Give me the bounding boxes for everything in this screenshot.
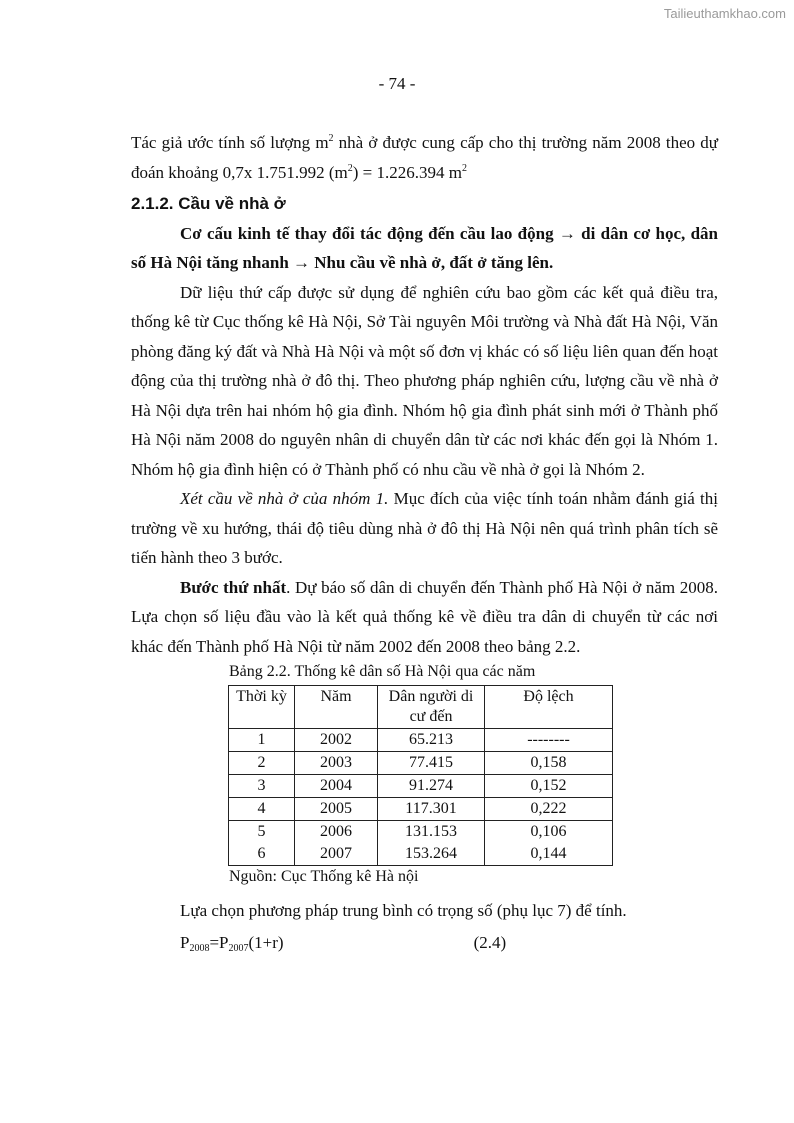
table-header-row xyxy=(229,686,613,729)
paragraph-method: Lựa chọn phương pháp trung bình có trọng số (phụ lục 7) để tính. xyxy=(180,901,627,920)
cell-migrants: 131.153 xyxy=(378,821,485,844)
watermark: Tailieuthamkhao.com xyxy=(663,6,786,21)
cell-deviation: -------- xyxy=(485,729,613,752)
cell-year: 2005 xyxy=(295,798,378,821)
header-period: Thời kỳ xyxy=(229,686,295,729)
table-row xyxy=(229,798,613,821)
cell-migrants: 77.415 xyxy=(378,752,485,775)
cell-period: 4 xyxy=(229,798,295,821)
table-row xyxy=(229,775,613,798)
header-year: Năm xyxy=(295,686,378,729)
cell-period: 2 xyxy=(229,752,295,775)
cell-period: 6 xyxy=(229,843,295,866)
paragraph-group1: Xét cầu về nhà ở của nhóm 1. Mục đích của việc tính toán nhằm đánh giá thị trường về xu hướng, thái độ tiêu dùng nhà ở đô thị Hà Nội nên quá trình phân tích sẽ tiến hành theo 3 bước. xyxy=(131,489,719,567)
formula xyxy=(180,928,718,958)
page-number: - 74 - xyxy=(378,74,416,93)
population-table xyxy=(228,685,613,866)
bold-thesis-paragraph: Cơ cấu kinh tế thay đổi tác động đến cầu lao động → di dân cơ học, dân số Hà Nội tăng nhanh → Nhu cầu về nhà ở, đất ở tăng lên. xyxy=(131,223,718,272)
formula-expression: $P_{2008}=P_{2007}(1+r)$ xyxy=(180,932,284,954)
table-row xyxy=(229,752,613,775)
cell-period: 5 xyxy=(229,821,295,844)
formula-number: (2.4) xyxy=(473,932,507,952)
paragraph-supply-estimate: Tác giả ước tính số lượng $m^2$ nhà ở được cung cấp cho thị trường năm 2008 theo dự đoán khoảng 0,7x 1.751.992 $(m^2) = 1.226.394$ $m^2$ xyxy=(131,133,718,182)
table-row xyxy=(229,729,613,752)
cell-year: 2004 xyxy=(295,775,378,798)
cell-migrants: 91.274 xyxy=(378,775,485,798)
header-migrants: Dân người di cư đến xyxy=(378,686,485,729)
cell-year: 2007 xyxy=(295,843,378,866)
cell-year: 2002 xyxy=(295,729,378,752)
cell-period: 1 xyxy=(229,729,295,752)
cell-deviation: 0,106 xyxy=(485,821,613,844)
table-caption: Bảng 2.2. Thống kê dân số Hà Nội qua các năm xyxy=(229,663,536,680)
cell-migrants: 117.301 xyxy=(378,798,485,821)
cell-deviation: 0,144 xyxy=(485,843,613,866)
section-heading: 2.1.2. Cầu về nhà ở xyxy=(131,194,286,213)
cell-migrants: 153.264 xyxy=(378,843,485,866)
table-source: Nguồn: Cục Thống kê Hà nội xyxy=(229,868,419,885)
table-row xyxy=(229,843,613,866)
header-deviation: Độ lệch xyxy=(485,686,613,729)
cell-deviation: 0,222 xyxy=(485,798,613,821)
cell-deviation: 0,152 xyxy=(485,775,613,798)
paragraph-data-sources: Dữ liệu thứ cấp được sử dụng để nghiên cứu bao gồm các kết quả điều tra, thống kê từ Cục thống kê Hà Nội, Sở Tài nguyên Môi trường và Nhà đất Hà Nội, Văn phòng đăng ký đất và Nhà Hà Nội và một số đơn vị khác có số liệu liên quan đến hoạt động của thị trường nhà ở đô thị. Theo phương pháp nghiên cứu, lượng cầu về nhà ở Hà Nội dựa trên hai nhóm hộ gia đình. Nhóm hộ gia đình phát sinh mới ở Thành phố Hà Nội năm 2008 do nguyên nhân di chuyển dân từ các nơi khác đến gọi là Nhóm 1. Nhóm hộ gia đình hiện có ở Thành phố có nhu cầu về nhà ở gọi là Nhóm 2. xyxy=(131,282,718,479)
cell-migrants: 65.213 xyxy=(378,729,485,752)
cell-deviation: 0,158 xyxy=(485,752,613,775)
table-row xyxy=(229,821,613,844)
cell-year: 2003 xyxy=(295,752,378,775)
page-content xyxy=(131,128,718,957)
cell-period: 3 xyxy=(229,775,295,798)
cell-year: 2006 xyxy=(295,821,378,844)
paragraph-step1: Bước thứ nhất. Dự báo số dân di chuyển đến Thành phố Hà Nội ở năm 2008. Lựa chọn số liệu đầu vào là kết quả thống kê về điều tra dân di chuyển từ các nơi khác đến Thành phố Hà Nội từ năm 2002 đến 2008 theo bảng 2.2. xyxy=(131,577,718,656)
